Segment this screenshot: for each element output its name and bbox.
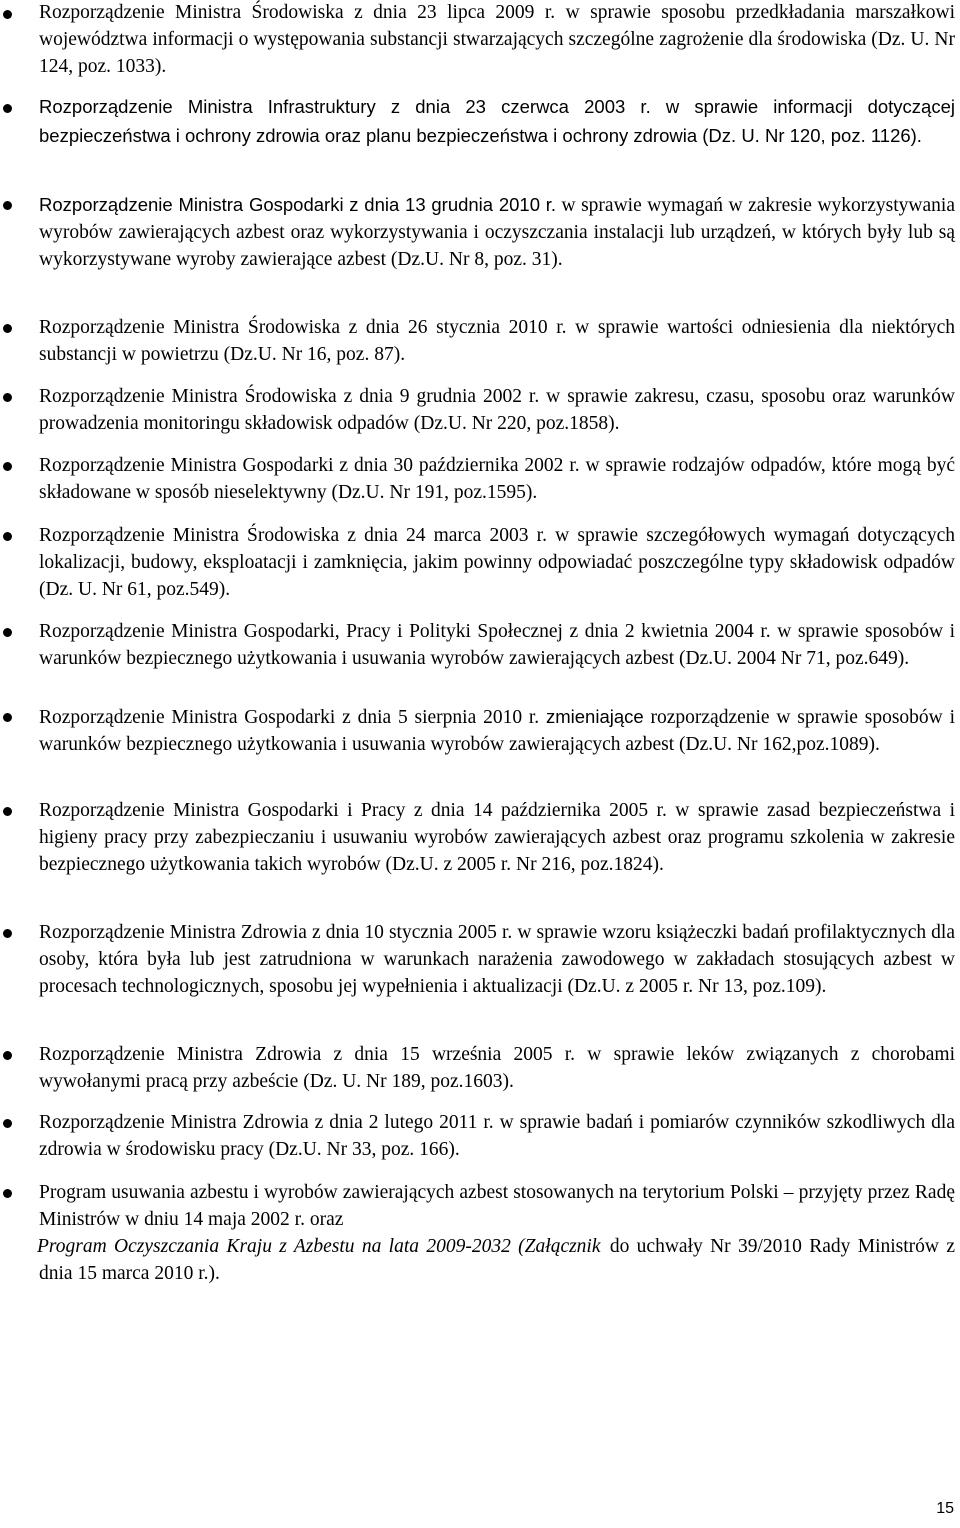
bullet-icon (3, 104, 12, 113)
page-number: 15 (936, 1500, 954, 1517)
list-item-text: Rozporządzenie Ministra Środowiska z dnia 24 marca 2003 r. w sprawie szczegółowych wymagań dotyczących lokalizacji, budowy, eksploatacji i zamknięcia, jakim powinny odpowiadać poszczególne typy składowisk odpadów (Dz. U. Nr 61, poz.549). (39, 525, 955, 600)
list-item-text: Rozporządzenie Ministra Środowiska z dnia 23 lipca 2009 r. w sprawie sposobu przedkładania marszałkowi województwa informacji o występowania substancji stwarzających szczególne zagrożenie dla środowiska (Dz. U. Nr 124, poz. 1033). (39, 2, 955, 77)
list-item-text: Rozporządzenie Ministra Zdrowia z dnia 15 września 2005 r. w sprawie leków związanych z chorobami wywołanymi pracą przy azbeście (Dz. U. Nr 189, poz.1603). (39, 1044, 955, 1092)
list-item-text (39, 191, 955, 273)
list-item-text: Rozporządzenie Ministra Środowiska z dnia 26 stycznia 2010 r. w sprawie wartości odniesienia dla niektórych substancji w powietrzu (Dz.U. Nr 16, poz. 87). (39, 317, 955, 365)
list-item-text: Rozporządzenie Ministra Zdrowia z dnia 2 lutego 2011 r. w sprawie badań i pomiarów czynników szkodliwych dla zdrowia w środowisku pracy (Dz.U. Nr 33, poz. 166). (39, 1112, 955, 1160)
list-item-text-body: w sprawie wymagań w zakresie wykorzystywania wyrobów zawierających azbest oraz wykorzystywania i oczyszczania instalacji lub urządzeń, w których były lub są wykorzystywane wyroby zawierające azbest (Dz.U. Nr 8, poz. 31). (39, 195, 955, 270)
list-item-text-body: do uchwały Nr 39/2010 Rady Ministrów z dnia 15 marca 2010 r.). (39, 1236, 955, 1284)
bullet-icon (3, 10, 12, 19)
bullet-icon (3, 201, 12, 210)
bullet-icon (3, 807, 12, 816)
list-item-text: Rozporządzenie Ministra Zdrowia z dnia 10 stycznia 2005 r. w sprawie wzoru książeczki badań profilaktycznych dla osoby, która była lub jest zatrudniona w warunkach narażenia zawodowego w zakładach stosujących azbest w procesach technologicznych, sposobu jej wypełnienia i aktualizacji (Dz.U. z 2005 r. Nr 13, poz.109). (39, 922, 955, 997)
bullet-icon (3, 628, 12, 637)
list-item-text: Rozporządzenie Ministra Środowiska z dnia 9 grudnia 2002 r. w sprawie zakresu, czasu, sposobu oraz warunków prowadzenia monitoringu składowisk odpadów (Dz.U. Nr 220, poz.1858). (39, 386, 955, 434)
list-item-text-title: Rozporządzenie Ministra Gospodarki z dnia 5 sierpnia 2010 r. (39, 707, 546, 728)
list-item-text-title: Rozporządzenie Ministra Gospodarki z dnia 13 grudnia 2010 r. (39, 194, 557, 215)
bullet-icon (3, 1189, 12, 1198)
list-item-text: Rozporządzenie Ministra Gospodarki, Pracy i Polityki Społecznej z dnia 2 kwietnia 2004 r. w sprawie sposobów i warunków bezpiecznego użytkowania i usuwania wyrobów zawierających azbest (Dz.U. 2004 Nr 71, poz.649). (39, 621, 955, 669)
list-item-text-highlight: zmieniające (546, 706, 644, 727)
list-item-text-italic: Program Oczyszczania Kraju z Azbestu na lata 2009-2032 (Załącznik (37, 1236, 601, 1257)
bullet-icon (3, 532, 12, 541)
bullet-icon (3, 1051, 12, 1060)
list-item-text: Rozporządzenie Ministra Gospodarki i Pracy z dnia 14 października 2005 r. w sprawie zasad bezpieczeństwa i higieny pracy przy zabezpieczaniu i usuwaniu wyrobów zawierających azbest oraz programu szkolenia w zakresie bezpiecznego użytkowania takich wyrobów (Dz.U. z 2005 r. Nr 216, poz.1824). (39, 800, 955, 875)
list-item-text-main: Program usuwania azbestu i wyrobów zawierających azbest stosowanych na terytorium Polski – przyjęty przez Radę Ministrów w dniu 14 maja 2002 r. oraz (39, 1182, 955, 1230)
bullet-icon (3, 1119, 12, 1128)
bullet-icon (3, 324, 12, 333)
list-item-text-body: rozporządzenie w sprawie sposobów i warunków bezpiecznego użytkowania i usuwania wyrobów zawierających azbest (Dz.U. Nr 162,poz.1089). (39, 707, 955, 755)
list-item-text: Rozporządzenie Ministra Infrastruktury z dnia 23 czerwca 2003 r. w sprawie informacji dotyczącej bezpieczeństwa i ochrony zdrowia oraz planu bezpieczeństwa i ochrony zdrowia (Dz. U. Nr 120, poz. 1126). (39, 96, 955, 146)
bullet-icon (3, 462, 12, 471)
list-item-text (39, 703, 955, 758)
bullet-icon (3, 393, 12, 402)
bullet-icon (3, 929, 12, 938)
list-item-text: Rozporządzenie Ministra Gospodarki z dnia 30 października 2002 r. w sprawie rodzajów odpadów, które mogą być składowane w sposób nieselektywny (Dz.U. Nr 191, poz.1595). (39, 455, 955, 503)
list-item-text (39, 1179, 955, 1287)
bullet-icon (3, 713, 12, 722)
